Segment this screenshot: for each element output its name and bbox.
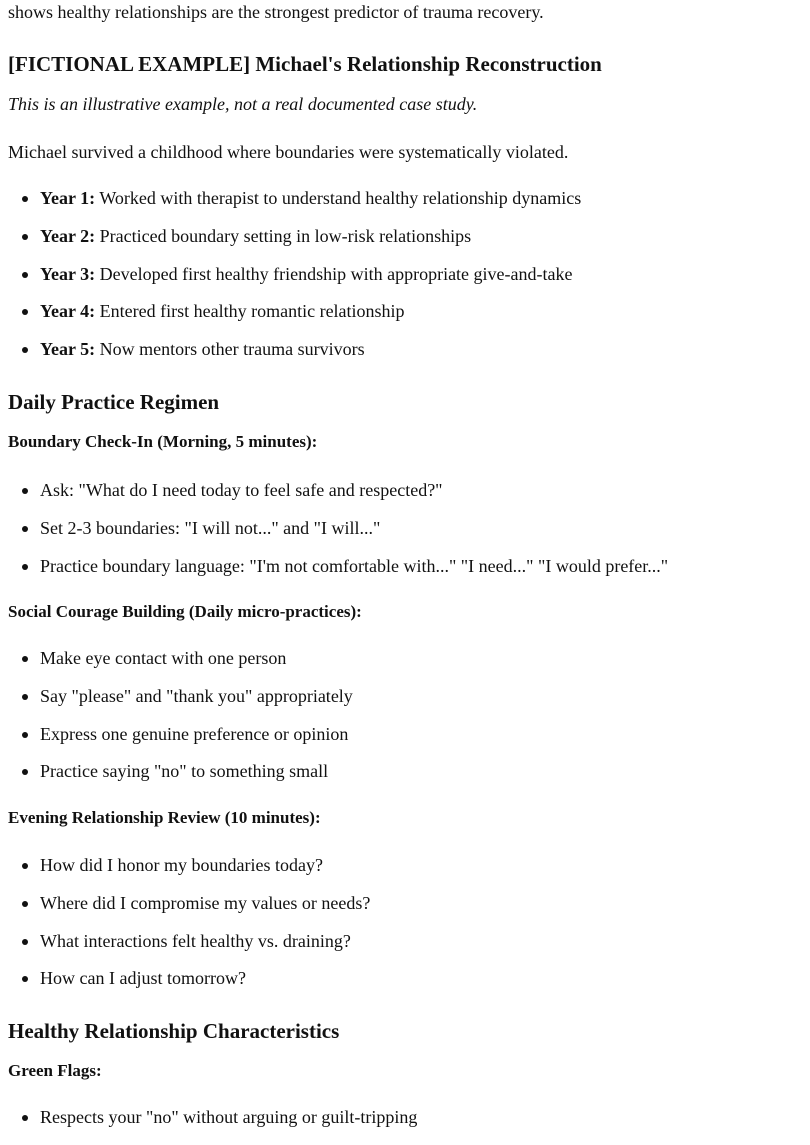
- review-list: [8, 855, 370, 1006]
- timeline-item: [8, 339, 581, 377]
- case-summary: Michael survived a childhood where boundaries were systematically violated.: [8, 142, 569, 162]
- case-disclaimer: This is an illustrative example, not a real documented case study.: [8, 94, 478, 114]
- list-item: What interactions felt healthy vs. draining?: [8, 931, 370, 969]
- timeline-year: Year 5:: [40, 339, 96, 359]
- timeline-item: [8, 264, 581, 302]
- list-item: Set 2-3 boundaries: "I will not..." and "I will...": [8, 518, 668, 556]
- timeline-text: Developed first healthy friendship with appropriate give-and-take: [95, 263, 573, 284]
- list-item: Ask: "What do I need today to feel safe and respected?": [8, 480, 668, 518]
- intro-paragraph: shows healthy relationships are the strongest predictor of trauma recovery.: [8, 2, 544, 22]
- timeline-year: Year 1:: [40, 188, 96, 208]
- list-item: Express one genuine preference or opinion: [8, 724, 353, 762]
- timeline-year: Year 2:: [40, 225, 96, 246]
- list-item: Say "please" and "thank you" appropriately: [8, 686, 353, 724]
- characteristics-title: Healthy Relationship Characteristics: [8, 1019, 340, 1043]
- timeline-text: Practiced boundary setting in low-risk relationships: [95, 225, 472, 246]
- review-heading: Evening Relationship Review (10 minutes):: [8, 808, 321, 827]
- timeline-item: [8, 226, 581, 264]
- regimen-title: Daily Practice Regimen: [8, 390, 220, 414]
- timeline-text: Entered first healthy romantic relationship: [95, 301, 405, 322]
- list-item: Practice saying "no" to something small: [8, 761, 353, 799]
- timeline-year: Year 4:: [40, 301, 96, 322]
- green-flags-list: [8, 1107, 417, 1145]
- case-timeline-list: [8, 188, 581, 377]
- timeline-year: Year 3:: [40, 263, 96, 284]
- timeline-text: Now mentors other trauma survivors: [95, 339, 365, 359]
- list-item: Where did I compromise my values or needs?: [8, 893, 370, 931]
- case-title: [FICTIONAL EXAMPLE] Michael's Relationship Reconstruction: [8, 52, 602, 76]
- timeline-item: [8, 188, 581, 226]
- list-item: Practice boundary language: "I'm not comfortable with..." "I need..." "I would prefer...": [8, 556, 668, 594]
- green-flags-heading: Green Flags:: [8, 1061, 102, 1080]
- timeline-text: Worked with therapist to understand healthy relationship dynamics: [95, 188, 582, 208]
- list-item: Respects your "no" without arguing or guilt-tripping: [8, 1107, 417, 1145]
- boundary-heading: Boundary Check-In (Morning, 5 minutes):: [8, 432, 318, 451]
- list-item: How can I adjust tomorrow?: [8, 968, 370, 1006]
- list-item: Make eye contact with one person: [8, 648, 353, 686]
- timeline-item: [8, 301, 581, 339]
- courage-list: [8, 648, 353, 799]
- boundary-list: [8, 480, 668, 593]
- list-item: How did I honor my boundaries today?: [8, 855, 370, 893]
- courage-heading: Social Courage Building (Daily micro-practices):: [8, 602, 362, 621]
